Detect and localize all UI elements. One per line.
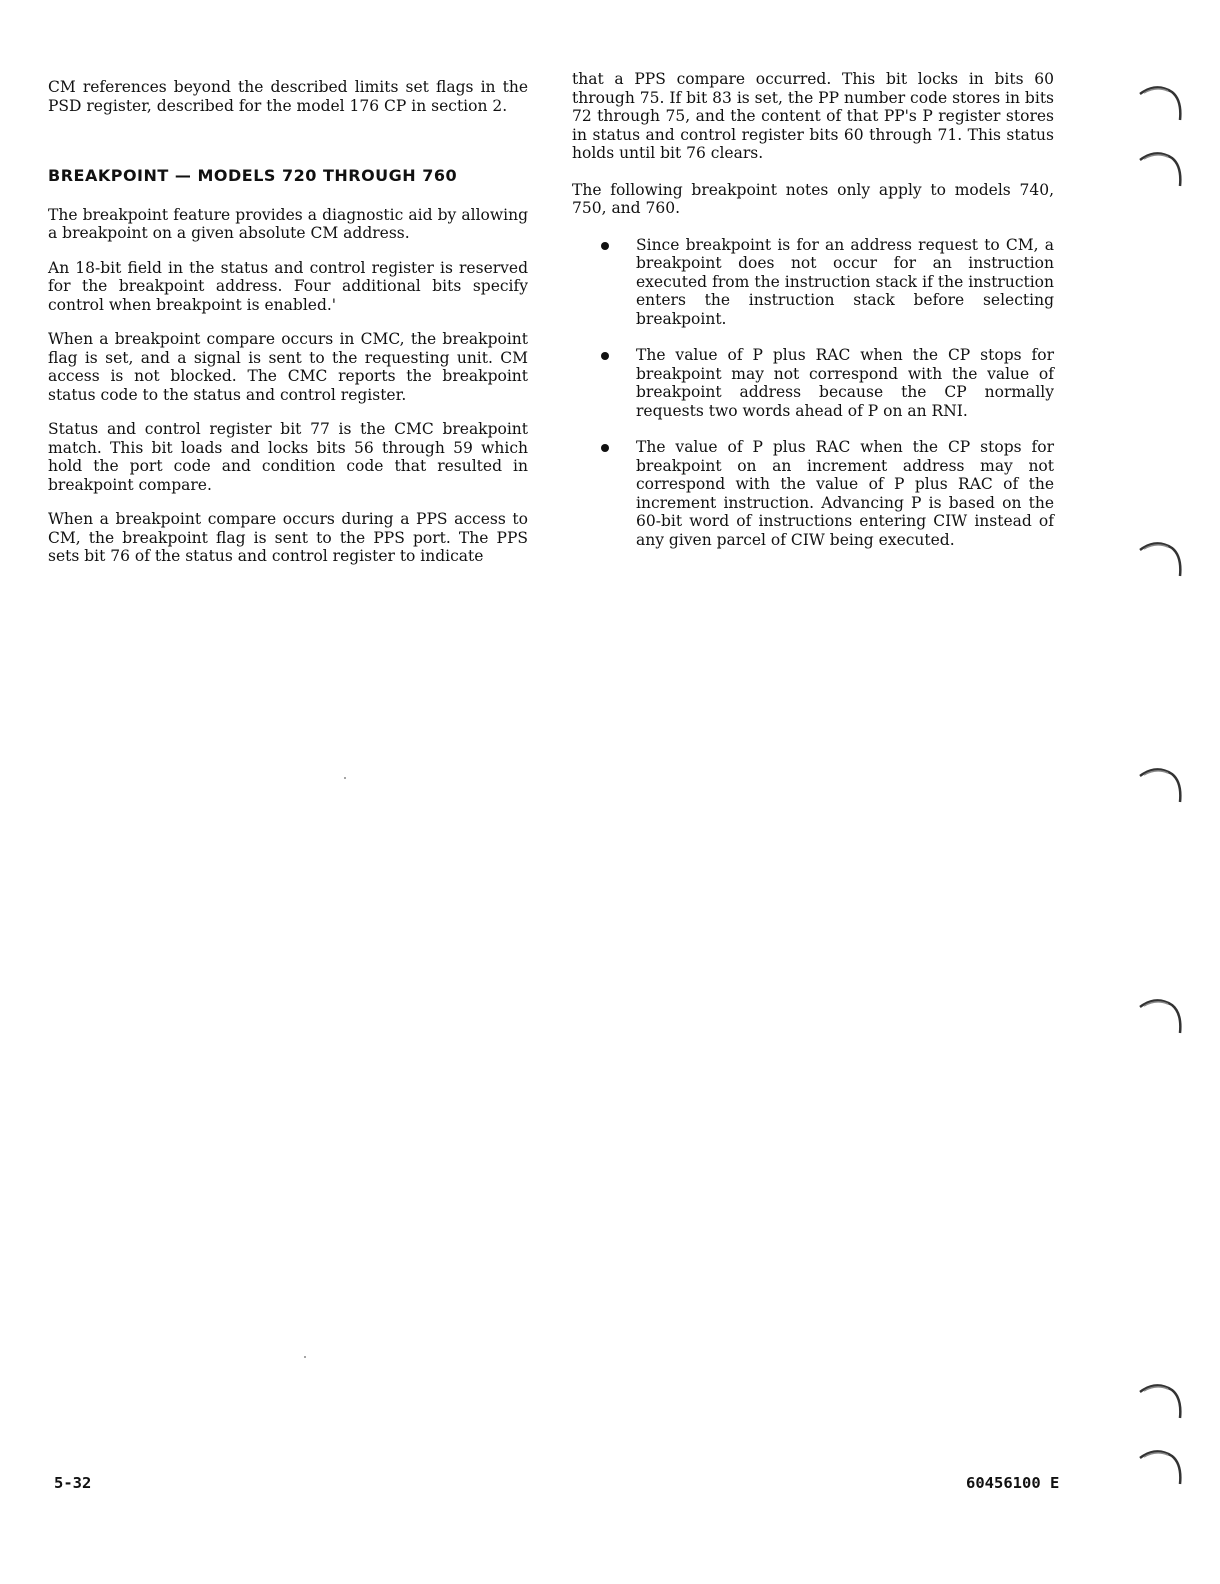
list-item bbox=[572, 438, 1054, 549]
body-paragraph: When a breakpoint compare occurs during a PPS access to CM, the breakpoint flag is sent to the PPS port. The PPS sets bit 76 of the status and control register to indicate bbox=[48, 510, 528, 565]
body-paragraph: When a breakpoint compare occurs in CMC, the breakpoint flag is set, and a signal is sent to the requesting unit. CM access is not blocked. The CMC reports the breakpoint status code to the status and control register. bbox=[48, 330, 528, 404]
right-column bbox=[572, 70, 1054, 549]
list-item bbox=[572, 346, 1054, 420]
bullet-icon bbox=[601, 444, 609, 452]
list-item-text: Since breakpoint is for an address request to CM, a breakpoint does not occur for an instruction executed from the instruction stack if the instruction enters the instruction stack before selecting breakpoint. bbox=[636, 235, 1054, 328]
notes-list bbox=[572, 236, 1054, 550]
binding-hole-icon bbox=[1138, 995, 1184, 1037]
left-column bbox=[48, 78, 528, 566]
binding-hole-icon bbox=[1138, 1380, 1184, 1422]
body-paragraph: An 18-bit field in the status and control register is reserved for the breakpoint address. Four additional bits specify control when breakpoint is enabled.' bbox=[48, 258, 528, 314]
page-number: 5-32 bbox=[54, 1474, 92, 1492]
scan-speck bbox=[344, 777, 346, 779]
list-item-text: The value of P plus RAC when the CP stops for breakpoint may not correspond with the value of breakpoint address because the CP normally requests two words ahead of P on an RNI. bbox=[636, 346, 1054, 420]
intro-paragraph: CM references beyond the described limits set flags in the PSD register, described for the model 176 CP in section 2. bbox=[48, 78, 528, 115]
binding-hole-icon bbox=[1138, 148, 1184, 190]
scan-speck bbox=[304, 1356, 306, 1358]
bullet-icon bbox=[601, 352, 609, 360]
binding-hole-icon bbox=[1138, 1446, 1184, 1488]
list-item bbox=[572, 236, 1054, 329]
binding-hole-icon bbox=[1138, 538, 1184, 580]
notes-intro: The following breakpoint notes only apply to models 740, 750, and 760. bbox=[572, 180, 1054, 217]
binding-hole-icon bbox=[1138, 764, 1184, 806]
body-paragraph: The breakpoint feature provides a diagnostic aid by allowing a breakpoint on a given absolute CM address. bbox=[48, 205, 528, 242]
list-item-text: The value of P plus RAC when the CP stops for breakpoint on an increment address may not correspond with the value of P plus RAC of the increment instruction. Advancing P is based on the 60-bit word of instructions entering CIW instead of any given parcel of CIW being executed. bbox=[636, 438, 1054, 549]
body-paragraph: Status and control register bit 77 is the CMC breakpoint match. This bit loads and locks bits 56 through 59 which hold the port code and condition code that resulted in breakpoint compare. bbox=[48, 420, 528, 494]
section-heading: BREAKPOINT — MODELS 720 THROUGH 760 bbox=[48, 166, 458, 185]
continuation-paragraph: that a PPS compare occurred. This bit locks in bits 60 through 75. If bit 83 is set, the PP number code stores in bits 72 through 75, and the content of that PP's P register stores in status and control register bits 60 through 71. This status holds until bit 76 clears. bbox=[572, 70, 1054, 162]
binding-hole-icon bbox=[1138, 82, 1184, 124]
document-number: 60456100 E bbox=[966, 1474, 1060, 1492]
bullet-icon bbox=[601, 242, 609, 250]
